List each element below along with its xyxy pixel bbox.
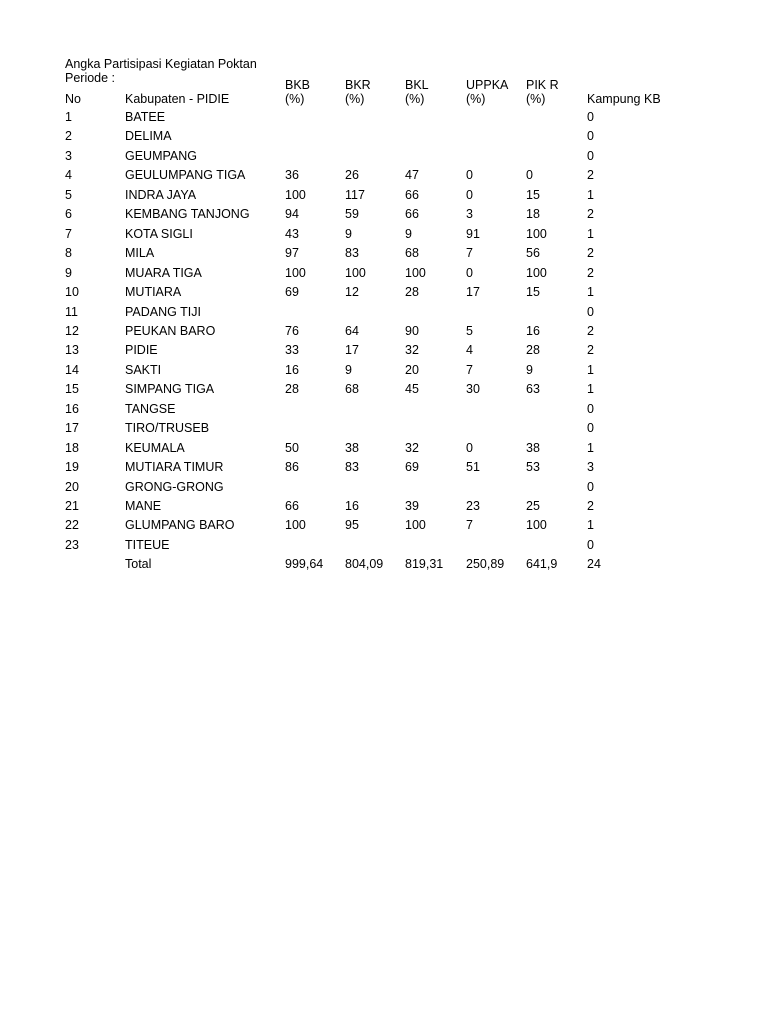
cell-uppka: 3 — [466, 207, 473, 221]
cell-no: 5 — [65, 188, 72, 202]
cell-kampung: 0 — [587, 110, 594, 124]
cell-uppka: 51 — [466, 460, 480, 474]
cell-kampung: 2 — [587, 343, 594, 357]
column-header-kabupaten: Kabupaten - PIDIE — [125, 92, 230, 106]
cell-bkr: 26 — [345, 168, 359, 182]
cell-kabupaten: GEUMPANG — [125, 149, 197, 163]
cell-kampung: 1 — [587, 382, 594, 396]
cell-bkb: 43 — [285, 227, 299, 241]
cell-pikr: 63 — [526, 382, 540, 396]
cell-pikr: 9 — [526, 363, 533, 377]
cell-kabupaten: PADANG TIJI — [125, 305, 201, 319]
cell-bkl: 32 — [405, 343, 419, 357]
cell-bkb: 66 — [285, 499, 299, 513]
cell-kabupaten: TITEUE — [125, 538, 170, 552]
cell-no: 21 — [65, 499, 79, 513]
cell-kampung: 0 — [587, 402, 594, 416]
cell-no: 11 — [65, 305, 78, 319]
total-kampung: 24 — [587, 557, 601, 571]
cell-pikr: 100 — [526, 266, 547, 280]
total-pikr: 641,9 — [526, 557, 558, 571]
cell-uppka: 5 — [466, 324, 473, 338]
cell-bkb: 100 — [285, 518, 306, 532]
cell-no: 7 — [65, 227, 72, 241]
cell-uppka: 0 — [466, 188, 473, 202]
cell-no: 4 — [65, 168, 72, 182]
cell-kampung: 2 — [587, 168, 594, 182]
cell-kampung: 0 — [587, 421, 594, 435]
cell-kabupaten: MANE — [125, 499, 162, 513]
cell-no: 1 — [65, 110, 72, 124]
cell-bkl: 66 — [405, 188, 419, 202]
cell-bkb: 97 — [285, 246, 299, 260]
cell-pikr: 38 — [526, 441, 540, 455]
cell-bkl: 45 — [405, 382, 419, 396]
cell-kampung: 1 — [587, 188, 594, 202]
total-label: Total — [125, 557, 152, 571]
cell-bkl: 32 — [405, 441, 419, 455]
cell-bkl: 68 — [405, 246, 419, 260]
cell-no: 13 — [65, 343, 79, 357]
cell-kabupaten: MUARA TIGA — [125, 266, 202, 280]
cell-kabupaten: MILA — [125, 246, 155, 260]
cell-no: 6 — [65, 207, 72, 221]
document-title: Angka Partisipasi Kegiatan Poktan — [65, 57, 257, 71]
cell-pikr: 53 — [526, 460, 540, 474]
cell-uppka: 7 — [466, 246, 473, 260]
cell-bkl: 66 — [405, 207, 419, 221]
cell-pikr: 18 — [526, 207, 540, 221]
cell-bkl: 100 — [405, 266, 426, 280]
cell-kampung: 2 — [587, 499, 594, 513]
cell-bkl: 47 — [405, 168, 419, 182]
cell-bkl: 69 — [405, 460, 419, 474]
cell-kabupaten: MUTIARA — [125, 285, 182, 299]
cell-pikr: 28 — [526, 343, 540, 357]
cell-kabupaten: PIDIE — [125, 343, 158, 357]
cell-no: 10 — [65, 285, 79, 299]
cell-bkr: 83 — [345, 460, 359, 474]
cell-bkr: 38 — [345, 441, 359, 455]
cell-kabupaten: KEUMALA — [125, 441, 185, 455]
cell-bkl: 39 — [405, 499, 419, 513]
cell-bkr: 12 — [345, 285, 359, 299]
cell-bkr: 83 — [345, 246, 359, 260]
cell-kabupaten: MUTIARA TIMUR — [125, 460, 224, 474]
column-header-pikr: PIK R — [526, 78, 559, 92]
cell-kabupaten: KEMBANG TANJONG — [125, 207, 250, 221]
cell-uppka: 30 — [466, 382, 480, 396]
cell-kabupaten: TANGSE — [125, 402, 176, 416]
cell-no: 22 — [65, 518, 79, 532]
period-label: Periode : — [65, 71, 116, 85]
cell-kabupaten: GRONG-GRONG — [125, 480, 224, 494]
cell-no: 17 — [65, 421, 79, 435]
cell-no: 15 — [65, 382, 79, 396]
column-header-bkl-unit: (%) — [405, 92, 425, 106]
cell-uppka: 91 — [466, 227, 480, 241]
column-header-uppka: UPPKA — [466, 78, 509, 92]
cell-bkb: 36 — [285, 168, 299, 182]
cell-bkr: 9 — [345, 227, 352, 241]
cell-no: 14 — [65, 363, 79, 377]
cell-kabupaten: KOTA SIGLI — [125, 227, 193, 241]
cell-bkr: 16 — [345, 499, 359, 513]
cell-no: 2 — [65, 129, 72, 143]
cell-kampung: 3 — [587, 460, 594, 474]
cell-kabupaten: BATEE — [125, 110, 166, 124]
column-header-kampung: Kampung KB — [587, 92, 661, 106]
cell-kampung: 2 — [587, 324, 594, 338]
cell-uppka: 17 — [466, 285, 480, 299]
cell-pikr: 25 — [526, 499, 540, 513]
cell-kampung: 1 — [587, 363, 594, 377]
cell-bkr: 117 — [345, 188, 365, 202]
cell-uppka: 0 — [466, 441, 473, 455]
cell-kampung: 1 — [587, 227, 594, 241]
cell-bkr: 59 — [345, 207, 359, 221]
cell-bkb: 100 — [285, 188, 306, 202]
cell-kampung: 2 — [587, 266, 594, 280]
cell-bkr: 9 — [345, 363, 352, 377]
cell-uppka: 0 — [466, 168, 473, 182]
cell-bkr: 100 — [345, 266, 366, 280]
cell-kabupaten: GLUMPANG BARO — [125, 518, 235, 532]
cell-kabupaten: INDRA JAYA — [125, 188, 197, 202]
column-header-pikr-unit: (%) — [526, 92, 546, 106]
cell-no: 16 — [65, 402, 79, 416]
column-header-bkb: BKB — [285, 78, 311, 92]
cell-bkb: 69 — [285, 285, 299, 299]
cell-uppka: 0 — [466, 266, 473, 280]
cell-kabupaten: SIMPANG TIGA — [125, 382, 215, 396]
cell-bkb: 16 — [285, 363, 299, 377]
cell-bkr: 17 — [345, 343, 359, 357]
cell-kabupaten: GEULUMPANG TIGA — [125, 168, 246, 182]
cell-bkb: 86 — [285, 460, 299, 474]
cell-pikr: 100 — [526, 518, 547, 532]
total-uppka: 250,89 — [466, 557, 505, 571]
cell-bkl: 9 — [405, 227, 412, 241]
cell-kampung: 1 — [587, 518, 594, 532]
total-bkb: 999,64 — [285, 557, 324, 571]
cell-no: 12 — [65, 324, 79, 338]
cell-kabupaten: SAKTI — [125, 363, 162, 377]
cell-bkl: 20 — [405, 363, 419, 377]
cell-bkb: 28 — [285, 382, 299, 396]
cell-no: 3 — [65, 149, 72, 163]
cell-uppka: 7 — [466, 518, 473, 532]
column-header-uppka-unit: (%) — [466, 92, 486, 106]
cell-kabupaten: DELIMA — [125, 129, 172, 143]
cell-bkb: 100 — [285, 266, 306, 280]
column-header-no: No — [65, 92, 81, 106]
cell-kabupaten: TIRO/TRUSEB — [125, 421, 210, 435]
cell-bkr: 64 — [345, 324, 359, 338]
total-bkl: 819,31 — [405, 557, 444, 571]
cell-bkl: 90 — [405, 324, 419, 338]
column-header-bkl: BKL — [405, 78, 429, 92]
cell-bkb: 33 — [285, 343, 299, 357]
cell-no: 23 — [65, 538, 79, 552]
cell-bkr: 68 — [345, 382, 359, 396]
cell-kampung: 1 — [587, 441, 594, 455]
cell-kampung: 1 — [587, 285, 594, 299]
cell-bkl: 100 — [405, 518, 426, 532]
cell-pikr: 100 — [526, 227, 547, 241]
cell-kampung: 0 — [587, 538, 594, 552]
cell-no: 8 — [65, 246, 72, 260]
cell-uppka: 7 — [466, 363, 473, 377]
cell-no: 20 — [65, 480, 79, 494]
cell-kampung: 2 — [587, 246, 594, 260]
cell-no: 9 — [65, 266, 72, 280]
cell-bkb: 50 — [285, 441, 299, 455]
cell-no: 18 — [65, 441, 79, 455]
cell-kampung: 0 — [587, 149, 594, 163]
cell-pikr: 15 — [526, 188, 540, 202]
column-header-bkb-unit: (%) — [285, 92, 305, 106]
cell-no: 19 — [65, 460, 79, 474]
cell-kabupaten: PEUKAN BARO — [125, 324, 216, 338]
cell-uppka: 23 — [466, 499, 480, 513]
total-bkr: 804,09 — [345, 557, 384, 571]
cell-kampung: 2 — [587, 207, 594, 221]
cell-uppka: 4 — [466, 343, 473, 357]
cell-kampung: 0 — [587, 305, 594, 319]
cell-kampung: 0 — [587, 129, 594, 143]
cell-pikr: 16 — [526, 324, 540, 338]
column-header-bkr-unit: (%) — [345, 92, 365, 106]
cell-kampung: 0 — [587, 480, 594, 494]
cell-bkb: 94 — [285, 207, 299, 221]
cell-bkr: 95 — [345, 518, 359, 532]
cell-pikr: 15 — [526, 285, 540, 299]
cell-bkl: 28 — [405, 285, 419, 299]
cell-pikr: 56 — [526, 246, 540, 260]
column-header-bkr: BKR — [345, 78, 371, 92]
cell-pikr: 0 — [526, 168, 533, 182]
cell-bkb: 76 — [285, 324, 299, 338]
